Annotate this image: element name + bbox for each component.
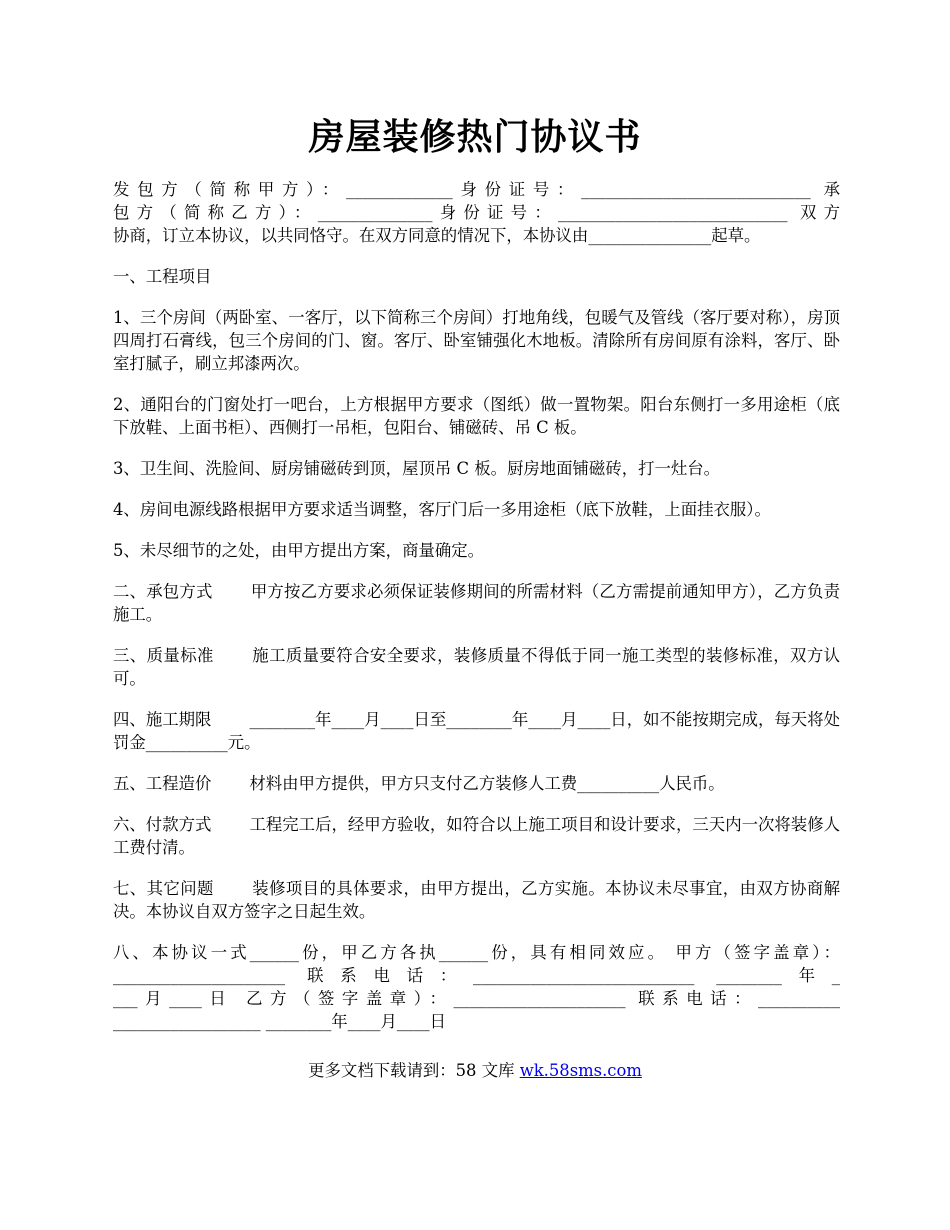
footer-text: 更多文档下载请到：58 文库 [308, 1061, 520, 1080]
section-label: 四、施工期限 [113, 710, 212, 729]
section-text: ________年____月____日至________年____月____日，如不能按期完成，每天将处罚金__________元。 [113, 710, 841, 752]
closing-line-3: ___月____日 乙方（签字盖章）：_____________________ 联系电话：__________ [113, 989, 840, 1008]
closing-line-4: __________________ ________年____月____日 [113, 1012, 447, 1031]
section-label: 二、承包方式 [113, 582, 213, 601]
closing-line-1: 八、本协议一式______份，甲乙方各执______份，具有相同效应。 甲方（签字盖章）： [113, 943, 840, 962]
section-label: 六、付款方式 [113, 815, 212, 834]
intro-line-3: 协商，订立本协议，以共同恪守。在双方同意的情况下，本协议由_______________起草。 [113, 226, 761, 245]
intro-line-1: 发包方（简称甲方）：_____________身份证号：____________________________ 承 [113, 180, 840, 199]
project-item-1: 1、三个房间（两卧室、一客厅，以下简称三个房间）打地角线，包暖气及管线（客厅要对称），房顶四周打石膏线，包三个房间的门、窗。客厅、卧室铺强化木地板。清除所有房间原有涂料，客厅、卧室打腻子，刷立邦漆两次。 [113, 308, 840, 373]
footer [0, 1059, 950, 1083]
intro-line-2: 包方（简称乙方）：______________身份证号：____________________________ 双方 [113, 203, 840, 222]
footer-link[interactable]: wk.58sms.com [519, 1061, 642, 1080]
section-text: 材料由甲方提供，甲方只支付乙方装修人工费__________人民币。 [249, 774, 725, 793]
section-text: 装修项目的具体要求，由甲方提出，乙方实施。本协议未尽事宜，由双方协商解决。本协议自双方签字之日起生效。 [113, 879, 841, 921]
section-construction-period [113, 708, 840, 754]
section-text: 施工质量要符合安全要求，装修质量不得低于同一施工类型的装修标准，双方认可。 [113, 646, 841, 688]
project-item-5: 5、未尽细节的之处，由甲方提出方案，商量确定。 [113, 541, 485, 560]
section-label: 五、工程造价 [113, 774, 212, 793]
intro-paragraph [113, 178, 840, 247]
project-item-2: 2、通阳台的门窗处打一吧台，上方根据甲方要求（图纸）做一置物架。阳台东侧打一多用途柜（底下放鞋、上面书柜）、西侧打一吊柜，包阳台、铺磁砖、吊 C 板。 [113, 395, 840, 437]
closing-line-2: _____________________ 联系电话：___________________________ ________年_ [113, 966, 840, 985]
section-heading-project: 一、工程项目 [113, 267, 212, 286]
document-body [113, 178, 840, 1051]
section-label: 七、其它问题 [113, 879, 214, 898]
closing-paragraph [113, 941, 840, 1033]
section-label: 三、质量标准 [113, 646, 214, 665]
section-payment-method [113, 813, 840, 859]
section-contract-method [113, 580, 840, 626]
section-text: 工程完工后，经甲方验收，如符合以上施工项目和设计要求，三天内一次将装修人工费付清。 [113, 815, 841, 857]
project-item-3: 3、卫生间、洗脸间、厨房铺磁砖到顶，屋顶吊 C 板。厨房地面铺磁砖，打一灶台。 [113, 459, 721, 478]
document-title: 房屋装修热门协议书 [308, 116, 642, 158]
section-text: 甲方按乙方要求必须保证装修期间的所需材料（乙方需提前通知甲方），乙方负责施工。 [113, 582, 840, 624]
section-project-cost [113, 772, 840, 795]
project-item-4: 4、房间电源线路根据甲方要求适当调整，客厅门后一多用途柜（底下放鞋，上面挂衣服）。 [113, 500, 771, 519]
section-other-issues [113, 877, 840, 923]
section-quality-standard [113, 644, 840, 690]
